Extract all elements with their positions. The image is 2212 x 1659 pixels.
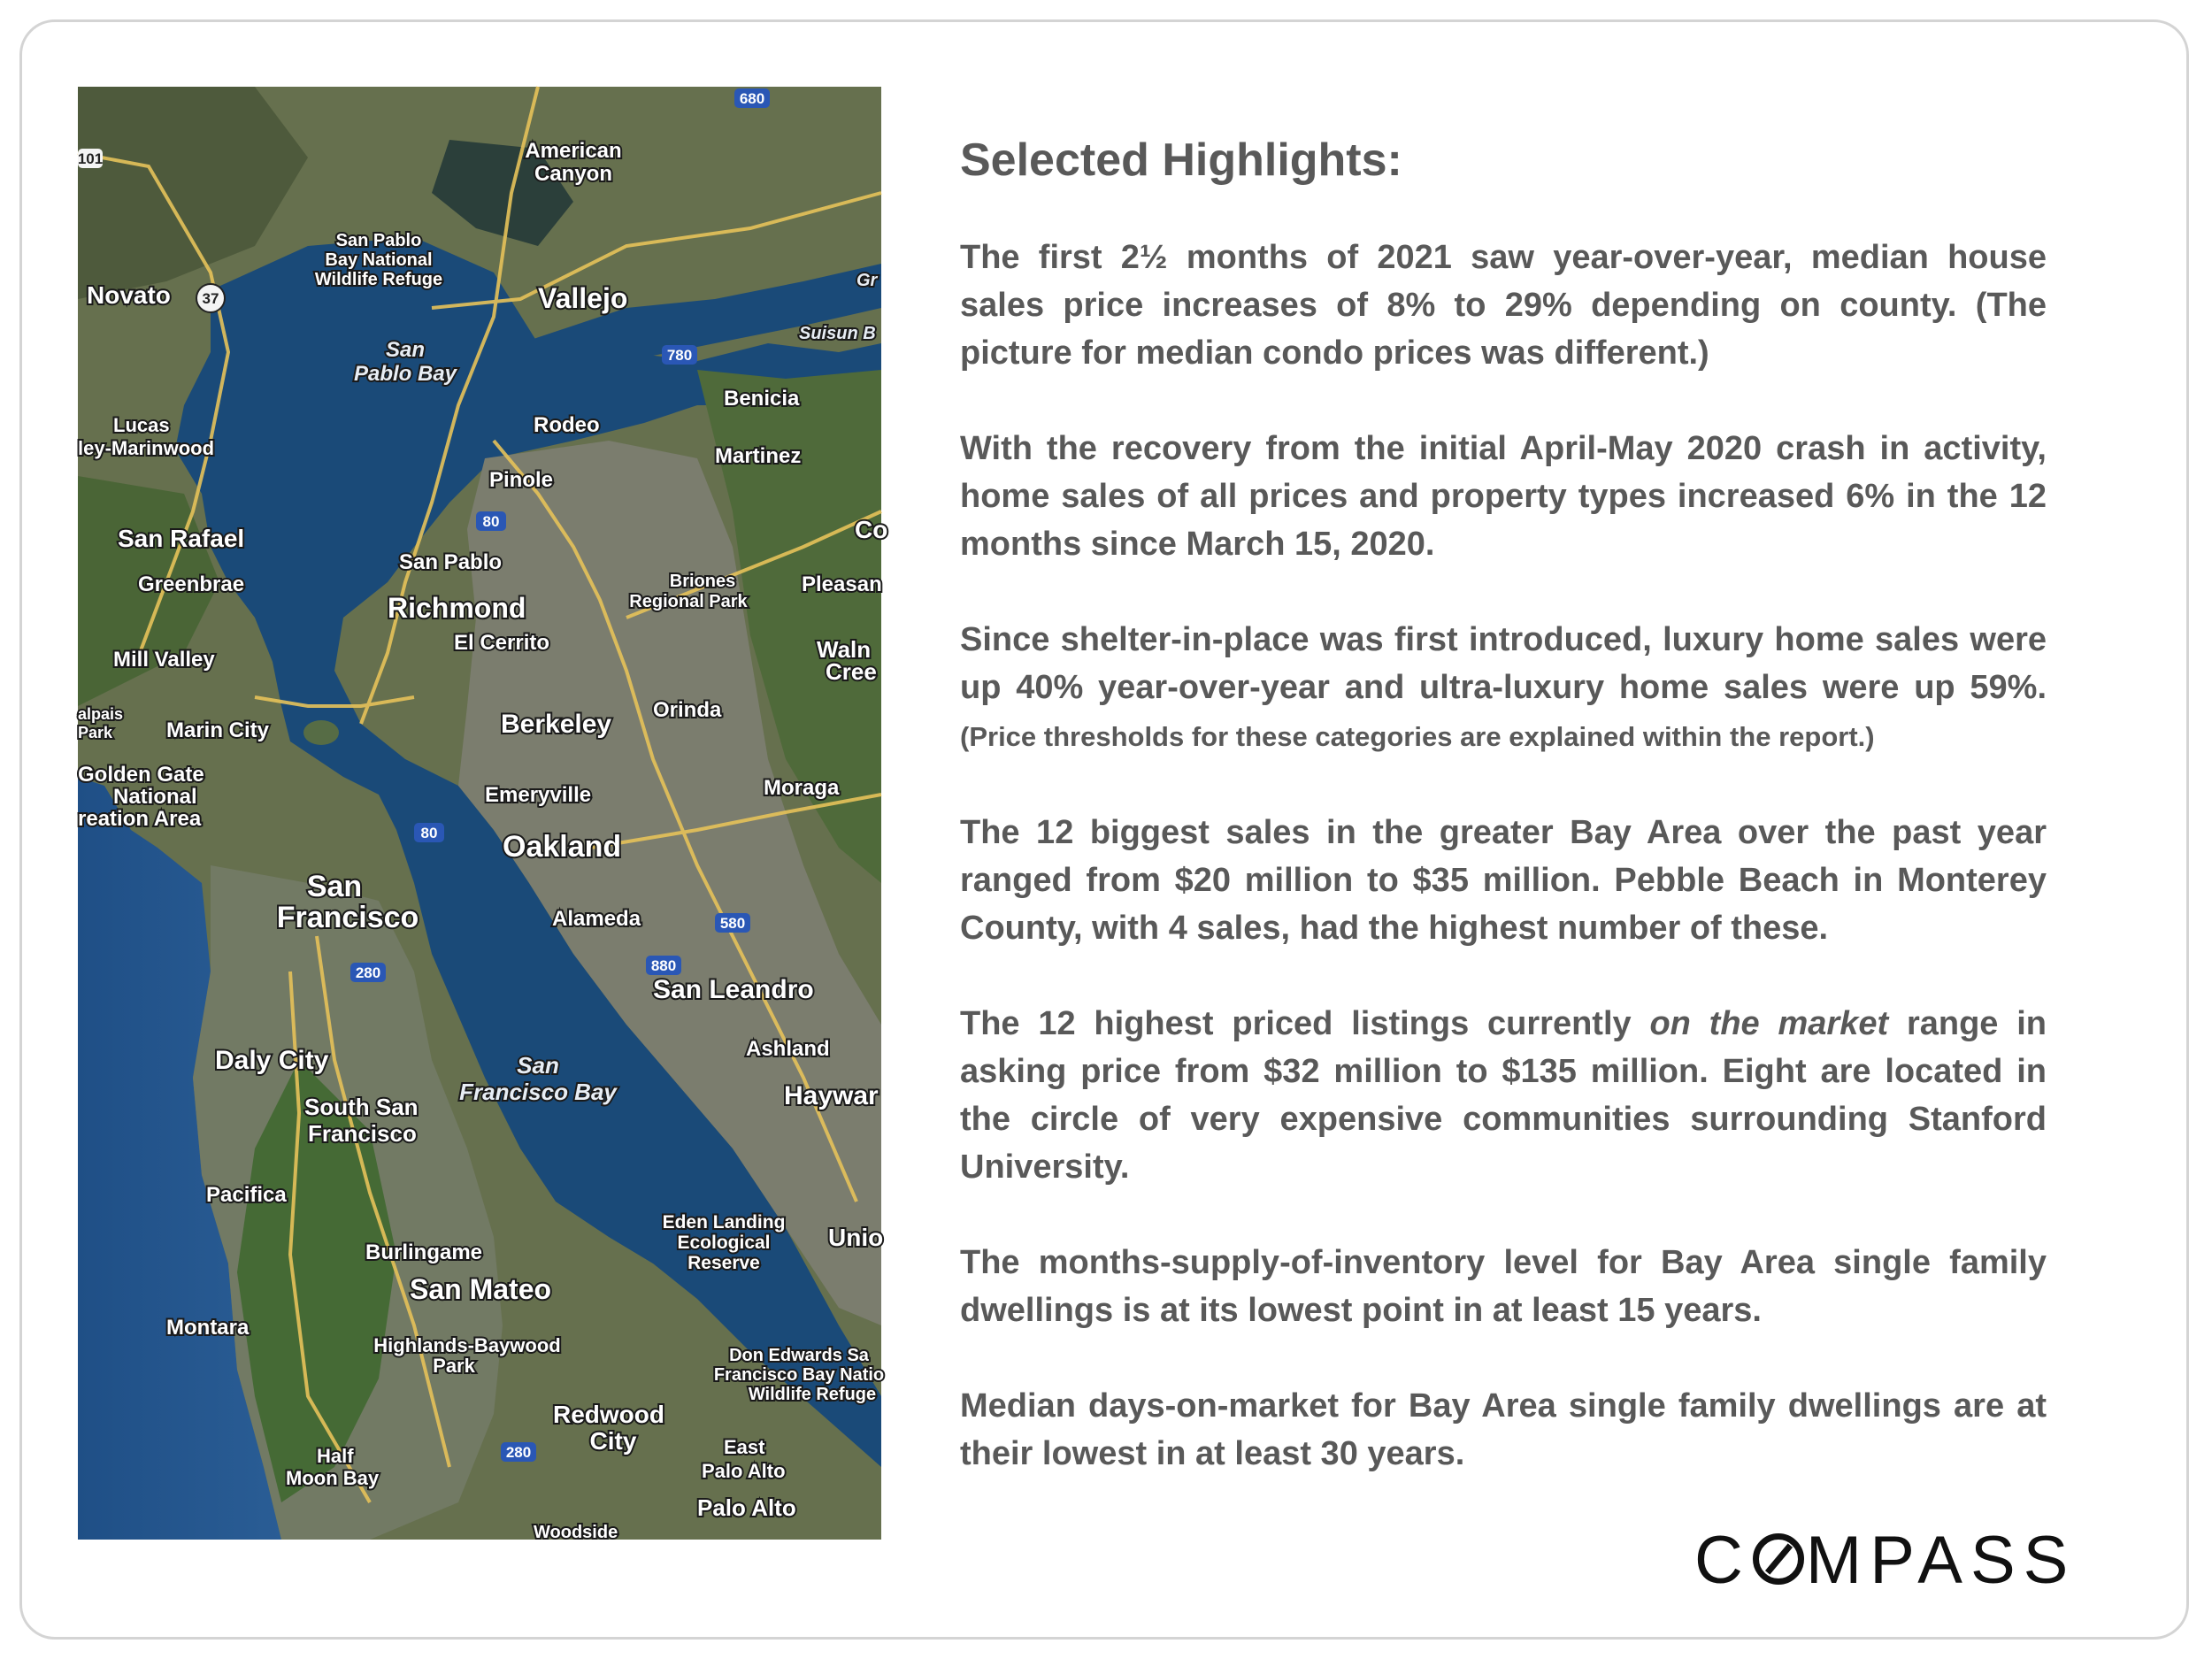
svg-text:San: San xyxy=(306,870,363,903)
svg-text:Briones: Briones xyxy=(669,572,736,591)
svg-text:Alameda: Alameda xyxy=(552,907,641,931)
svg-text:El Cerrito: El Cerrito xyxy=(454,631,550,655)
svg-text:San Pablo: San Pablo xyxy=(335,231,422,250)
svg-text:Mill Valley: Mill Valley xyxy=(113,648,215,672)
svg-text:Suisun B: Suisun B xyxy=(799,324,876,343)
svg-text:Rodeo: Rodeo xyxy=(534,413,600,437)
svg-text:Park: Park xyxy=(433,1355,475,1377)
svg-text:Oakland: Oakland xyxy=(503,830,622,864)
svg-text:Co: Co xyxy=(855,516,888,543)
svg-text:Orinda: Orinda xyxy=(653,698,722,722)
svg-text:880: 880 xyxy=(650,957,677,974)
svg-text:South San: South San xyxy=(304,1094,419,1120)
svg-text:Richmond: Richmond xyxy=(388,592,526,624)
svg-text:American: American xyxy=(525,139,622,163)
svg-text:San Rafael: San Rafael xyxy=(118,525,245,552)
svg-text:San Leandro: San Leandro xyxy=(653,975,814,1004)
svg-text:Pacifica: Pacifica xyxy=(206,1183,287,1207)
svg-text:Woodside: Woodside xyxy=(534,1523,618,1542)
svg-text:37: 37 xyxy=(202,290,219,307)
svg-text:Wildlife Refuge: Wildlife Refuge xyxy=(314,270,443,289)
svg-text:Benicia: Benicia xyxy=(724,387,800,411)
svg-text:Francisco Bay: Francisco Bay xyxy=(459,1079,617,1105)
highlight-paragraph: With the recovery from the initial April-May 2020 crash in activity, home sales of all prices and property types increased 6% in the 12 months since March 15, 2020. xyxy=(960,430,2047,564)
svg-text:Moon Bay: Moon Bay xyxy=(286,1467,380,1489)
svg-text:Novato: Novato xyxy=(87,281,171,309)
svg-text:Eden Landing: Eden Landing xyxy=(662,1212,786,1233)
svg-text:80: 80 xyxy=(482,513,500,530)
svg-text:Pablo Bay: Pablo Bay xyxy=(353,362,457,386)
svg-text:Cree: Cree xyxy=(826,658,877,685)
svg-text:Martinez: Martinez xyxy=(715,444,802,468)
svg-text:San Mateo: San Mateo xyxy=(410,1273,552,1305)
svg-text:Berkeley: Berkeley xyxy=(501,710,612,739)
svg-text:San: San xyxy=(385,338,426,362)
svg-text:reation Area: reation Area xyxy=(78,807,202,831)
svg-text:Reserve: Reserve xyxy=(687,1253,760,1273)
svg-text:Pleasan: Pleasan xyxy=(802,572,882,596)
svg-text:80: 80 xyxy=(420,825,438,841)
emphasis-text: on the market xyxy=(1649,1005,1889,1043)
svg-text:680: 680 xyxy=(739,90,765,107)
svg-text:580: 580 xyxy=(719,915,746,932)
svg-text:National: National xyxy=(113,785,197,809)
svg-text:Vallejo: Vallejo xyxy=(538,282,628,314)
svg-text:Montara: Montara xyxy=(166,1316,250,1340)
svg-text:Ashland: Ashland xyxy=(746,1037,830,1061)
svg-text:101: 101 xyxy=(77,150,104,167)
svg-text:Burlingame: Burlingame xyxy=(365,1240,483,1264)
svg-text:City: City xyxy=(589,1427,637,1455)
svg-text:Daly City: Daly City xyxy=(215,1046,329,1075)
svg-text:Ecological: Ecological xyxy=(677,1233,771,1253)
svg-text:Francisco: Francisco xyxy=(308,1120,417,1147)
svg-text:Lucas: Lucas xyxy=(113,414,170,436)
svg-text:Half: Half xyxy=(317,1445,354,1467)
svg-text:Redwood: Redwood xyxy=(553,1401,664,1428)
svg-text:280: 280 xyxy=(355,964,381,981)
compass-logo: C MPASS xyxy=(1694,1523,2077,1598)
svg-text:Palo Alto: Palo Alto xyxy=(697,1494,796,1521)
svg-text:780: 780 xyxy=(666,347,693,364)
svg-text:Palo Alto: Palo Alto xyxy=(702,1460,786,1482)
svg-text:Park: Park xyxy=(78,724,113,741)
svg-text:Don Edwards Sa: Don Edwards Sa xyxy=(729,1346,869,1365)
svg-text:Francisco: Francisco xyxy=(276,901,419,934)
highlights-panel xyxy=(960,133,2047,1525)
highlight-paragraph: The 12 highest priced listings currently on the market range in asking price from $32 million to $135 million. Eight are located in the circle of very expensive communities surrounding Stanford University. xyxy=(960,1005,2047,1187)
highlight-paragraph: The months-supply-of-inventory level for Bay Area single family dwellings is at its lowest point in at least 15 years. xyxy=(960,1244,2047,1330)
svg-text:Regional Park: Regional Park xyxy=(629,592,748,611)
svg-text:Canyon: Canyon xyxy=(534,162,613,186)
svg-text:East: East xyxy=(724,1436,765,1458)
svg-text:280: 280 xyxy=(505,1444,532,1461)
svg-text:San Pablo: San Pablo xyxy=(399,550,503,574)
highlight-paragraph: Since shelter-in-place was first introduced, luxury home sales were up 40% year-over-year and ultra-luxury home sales were up 59%. (Price thresholds for these categories are explained within the report.) xyxy=(960,621,2047,753)
highlight-paragraph: The first 2½ months of 2021 saw year-over-year, median house sales price increases of 8% to 29% depending on county. (The picture for median condo prices was different.) xyxy=(960,239,2047,373)
highlight-paragraph: Median days-on-market for Bay Area single family dwellings are at their lowest in at least 30 years. xyxy=(960,1387,2047,1473)
compass-o-icon xyxy=(1753,1533,1804,1585)
svg-text:Waln: Waln xyxy=(817,636,872,663)
svg-text:Pinole: Pinole xyxy=(489,468,554,492)
footnote-text: (Price thresholds for these categories are explained within the report.) xyxy=(960,721,1875,753)
bay-area-map xyxy=(77,87,888,1542)
svg-text:Haywar: Haywar xyxy=(784,1081,879,1110)
svg-text:Greenbrae: Greenbrae xyxy=(138,572,245,596)
page-title: Selected Highlights: xyxy=(960,134,1402,186)
svg-text:Moraga: Moraga xyxy=(764,776,840,800)
svg-text:Marin City: Marin City xyxy=(166,718,270,742)
highlight-paragraph: The 12 biggest sales in the greater Bay Area over the past year ranged from $20 million to $35 million. Pebble Beach in Monterey County, with 4 sales, had the highest number of these. xyxy=(960,814,2047,948)
svg-text:alpais: alpais xyxy=(78,705,124,723)
svg-text:Gr: Gr xyxy=(856,271,878,290)
svg-text:Francisco Bay Natio: Francisco Bay Natio xyxy=(713,1365,885,1385)
svg-text:Wildlife Refuge: Wildlife Refuge xyxy=(748,1385,877,1404)
svg-text:Unio: Unio xyxy=(828,1224,884,1251)
svg-text:ley-Marinwood: ley-Marinwood xyxy=(78,437,215,459)
map-graphic xyxy=(77,87,888,1542)
svg-text:Highlands-Baywood: Highlands-Baywood xyxy=(373,1334,561,1356)
svg-text:Bay National: Bay National xyxy=(325,250,433,270)
svg-text:Emeryville: Emeryville xyxy=(485,783,592,807)
svg-text:Golden Gate: Golden Gate xyxy=(78,763,204,787)
svg-text:San: San xyxy=(517,1052,559,1079)
